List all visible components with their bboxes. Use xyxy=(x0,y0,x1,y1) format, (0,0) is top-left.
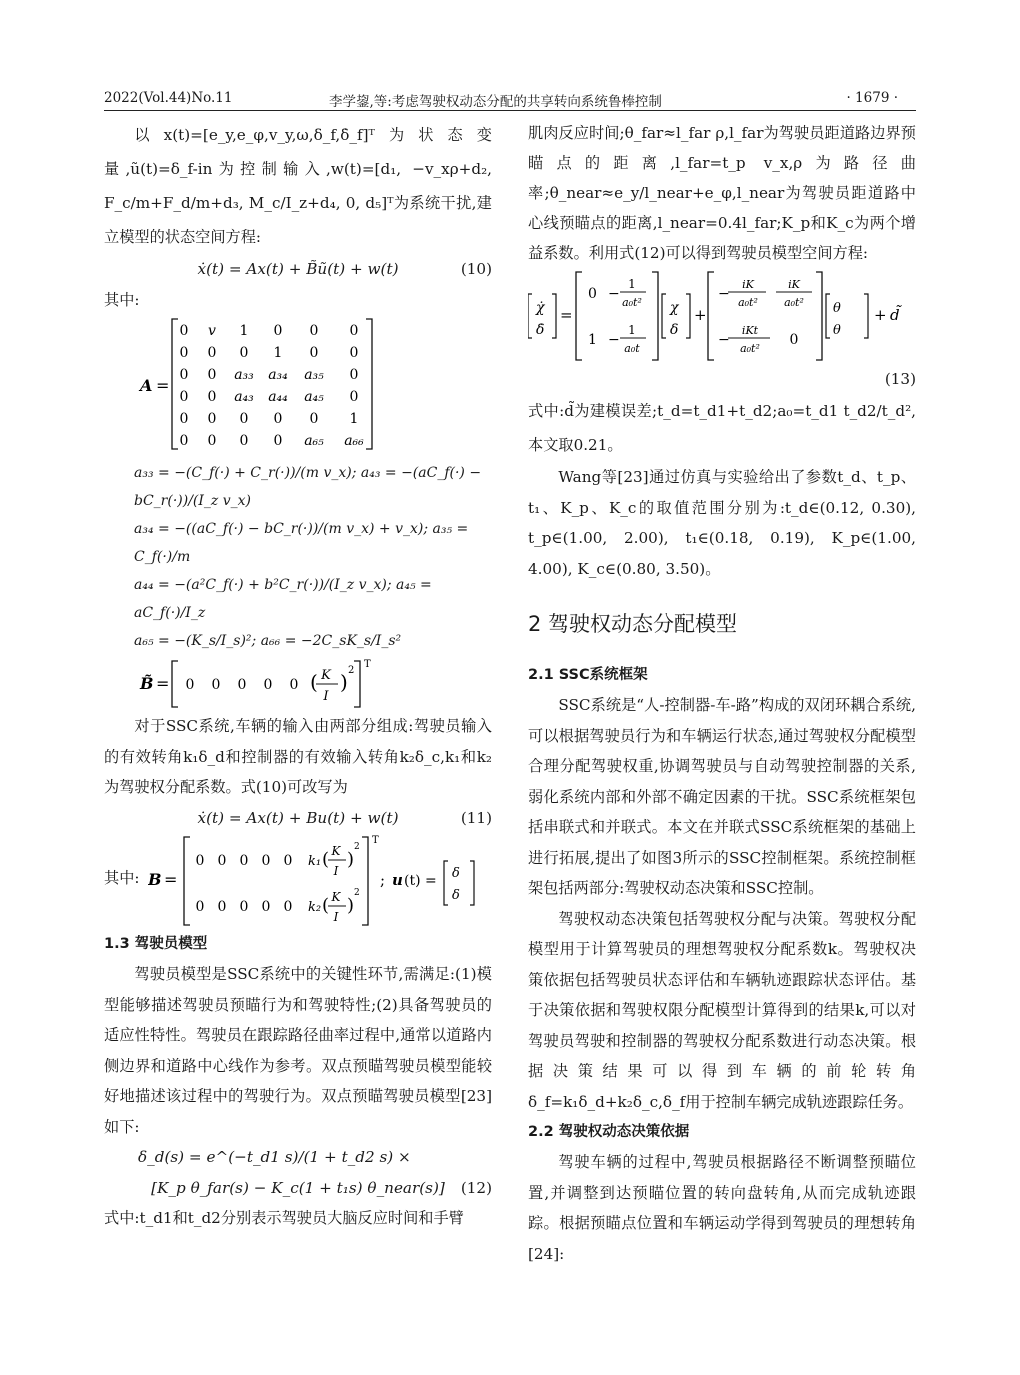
svg-text:0: 0 xyxy=(289,677,299,693)
svg-text:δ: δ xyxy=(670,322,679,338)
svg-text:0: 0 xyxy=(309,411,319,427)
svg-text:0: 0 xyxy=(179,433,189,449)
equation-10 xyxy=(104,254,492,285)
page-header xyxy=(104,88,916,111)
coefficient-a65: a₆₅ = −(K_s/I_s)²; a₆₆ = −2C_sK_s/I_s² xyxy=(134,633,402,649)
svg-text:0: 0 xyxy=(239,853,249,869)
equation-10-body: ẋ(t) = Ax(t) + B̃ũ(t) + w(t) xyxy=(197,260,399,278)
svg-text:I: I xyxy=(333,864,339,878)
equation-13-number: (13) xyxy=(884,370,916,388)
svg-text:+: + xyxy=(874,306,887,324)
svg-text:K: K xyxy=(331,844,341,858)
svg-text:v: v xyxy=(208,323,216,339)
svg-text:0: 0 xyxy=(207,367,217,383)
svg-text:0: 0 xyxy=(217,853,227,869)
paragraph-state-variables: 以x(t)=[e_y,e_φ,v_y,ω,δ_f,δ̇_f]ᵀ为状态变量,ũ(t)=δ_f-in为控制输入,w(t)=[d₁, −v_xρ+d₂, F_c/m+F_d/m+d₃, M_c/I_z+d₄, 0, d₅]ᵀ为系统干扰,建立模型的状态空间方程: xyxy=(104,126,492,246)
svg-text:0: 0 xyxy=(239,345,249,361)
svg-text:δ: δ xyxy=(452,866,460,881)
paragraph-model-error: 式中:d̃为建模误差;t_d=t_d1+t_d2;a₀=t_d1 t_d2/t_d²,本文取0.21。 xyxy=(528,402,916,454)
svg-text:a₄₄: a₄₄ xyxy=(268,389,288,405)
svg-text:0: 0 xyxy=(309,323,319,339)
svg-text:iK: iK xyxy=(788,278,800,291)
paragraph-decision-basis: 驾驶车辆的过程中,驾驶员根据路径不断调整预瞄位置,并调整到达预瞄位置的转向盘转角,从而完成轨迹跟踪。根据预瞄点位置和车辆运动学得到驾驶员的理想转角[24]: xyxy=(528,1153,916,1263)
svg-text:−: − xyxy=(608,286,620,302)
svg-text:0: 0 xyxy=(179,389,189,405)
svg-text:iK: iK xyxy=(742,278,754,291)
svg-text:a₀t: a₀t xyxy=(624,342,640,355)
svg-text:(: ( xyxy=(322,895,330,916)
page-number: · 1679 · xyxy=(846,90,898,106)
svg-text:0: 0 xyxy=(588,286,597,302)
svg-text:0: 0 xyxy=(239,899,249,915)
svg-text:θ: θ xyxy=(833,301,841,316)
svg-text:1: 1 xyxy=(239,323,249,339)
where-label-2: 其中: xyxy=(104,869,140,887)
section-2-heading: 2 驾驶权动态分配模型 xyxy=(528,612,738,636)
svg-text:a₄₅: a₄₅ xyxy=(304,389,324,405)
svg-text:0: 0 xyxy=(179,367,189,383)
coefficient-a44: a₄₄ = −(a²C_f(·) + b²C_r(·))/(I_z v_x); a₄₅ = aC_f(·)/I_z xyxy=(134,577,432,621)
svg-text:0: 0 xyxy=(273,323,283,339)
svg-text:2: 2 xyxy=(348,665,355,676)
svg-text:a₄₃: a₄₃ xyxy=(234,389,254,405)
equation-12-line1: δ_d(s) = e^(−t_d1 s)/(1 + t_d2 s) × xyxy=(138,1148,411,1166)
svg-text:a₀t²: a₀t² xyxy=(622,296,642,309)
equation-12-body: [K_p θ_far(s) − K_c(1 + t₁s) θ_near(s)] xyxy=(151,1178,445,1197)
svg-text:a₆₅: a₆₅ xyxy=(304,433,324,449)
equation-10-number: (10) xyxy=(460,260,492,278)
right-column xyxy=(528,118,916,1269)
svg-text:a₃₃: a₃₃ xyxy=(234,367,254,383)
paragraph-ssc-input: 对于SSC系统,车辆的输入由两部分组成:驾驶员输入的有效转角k₁δ_d和控制器的有效输入转角k₂δ_c,k₁和k₂为驾驶权分配系数。式(10)可改写为 xyxy=(104,717,492,796)
svg-text:1: 1 xyxy=(628,277,636,291)
svg-text:=: = xyxy=(156,674,170,693)
svg-text:1: 1 xyxy=(628,323,636,337)
svg-text:B̃: B̃ xyxy=(140,674,154,693)
svg-text:χ: χ xyxy=(670,300,679,316)
section-2-2-heading: 2.2 驾驶权动态决策依据 xyxy=(528,1124,690,1140)
svg-text:a₆₆: a₆₆ xyxy=(344,433,364,449)
svg-text:2: 2 xyxy=(354,842,360,852)
svg-text:d̃: d̃ xyxy=(890,306,900,324)
svg-text:0: 0 xyxy=(239,433,249,449)
equation-11-number: (11) xyxy=(460,808,492,827)
journal-issue: 2022(Vol.44)No.11 xyxy=(104,90,233,106)
svg-text:0: 0 xyxy=(207,389,217,405)
svg-text:0: 0 xyxy=(261,899,271,915)
svg-text:0: 0 xyxy=(349,345,359,361)
svg-text:=: = xyxy=(164,870,178,889)
svg-text:0: 0 xyxy=(195,899,205,915)
svg-text:0: 0 xyxy=(273,433,283,449)
running-title: 李学鋆,等:考虑驾驶权动态分配的共享转向系统鲁棒控制 xyxy=(329,94,662,110)
equation-12-number: (12) xyxy=(460,1178,492,1197)
svg-text:−: − xyxy=(608,332,620,348)
svg-text:0: 0 xyxy=(283,899,293,915)
svg-text:B: B xyxy=(148,870,162,889)
svg-text:0: 0 xyxy=(195,853,205,869)
equation-11 xyxy=(104,803,492,834)
svg-text:(t) =: (t) = xyxy=(404,873,437,889)
svg-text:a₀t²: a₀t² xyxy=(740,342,760,355)
svg-text:): ) xyxy=(340,670,348,694)
paragraph-driver-model: 驾驶员模型是SSC系统中的关键性环节,需满足:(1)模型能够描述驾驶员预瞄行为和驾驶特性;(2)具备驾驶员的适应性特性。驾驶员在跟踪路径曲率过程中,通常以道路内侧边界和道路中心线作为参考。双点预瞄驾驶员模型能较好地描述该过程中的驾驶行为。双点预瞄驾驶员模型[23]如下: xyxy=(104,965,492,1136)
section-1-3-heading: 1.3 驾驶员模型 xyxy=(104,936,208,952)
svg-text:;: ; xyxy=(380,871,386,889)
svg-text:0: 0 xyxy=(207,345,217,361)
svg-text:u: u xyxy=(392,871,403,889)
svg-text:2: 2 xyxy=(354,888,360,898)
svg-text:0: 0 xyxy=(179,411,189,427)
svg-text:0: 0 xyxy=(207,411,217,427)
svg-text:0: 0 xyxy=(283,853,293,869)
svg-text:1: 1 xyxy=(349,411,359,427)
svg-text:0: 0 xyxy=(349,323,359,339)
svg-text:=: = xyxy=(560,306,573,324)
svg-text:iKt: iKt xyxy=(741,324,759,337)
svg-text:I: I xyxy=(333,910,339,924)
coefficient-a33: a₃₃ = −(C_f(·) + C_r(·))/(m v_x); a₄₃ = −(aC_f(·) − bC_r(·))/(I_z v_x) xyxy=(134,465,482,509)
where-label-1: 其中: xyxy=(104,290,140,309)
svg-text:T: T xyxy=(372,835,379,846)
svg-text:0: 0 xyxy=(179,345,189,361)
svg-text:0: 0 xyxy=(261,853,271,869)
equation-13-matrix xyxy=(528,268,916,364)
matrix-B-block xyxy=(104,833,492,929)
svg-text:θ: θ xyxy=(833,323,841,338)
paragraph-dynamic-decision: 驾驶权动态决策包括驾驶权分配与决策。驾驶权分配模型用于计算驾驶员的理想驾驶权分配系数k。驾驶权决策依据包括驾驶员状态评估和车辆轨迹跟踪状态评估。基于决策依据和驾驶权限分配模型计算得到的结果k,可以对驾驶员驾驶和控制器的驾驶权分配系数进行动态决策。根据决策结果可以得到车辆的前轮转角δ_f=k₁δ_d+k₂δ_c,δ_f用于控制车辆完成轨迹跟踪任务。 xyxy=(528,909,916,1111)
equation-12 xyxy=(104,1173,492,1204)
svg-text:): ) xyxy=(347,849,355,870)
paragraph-ssc-framework: SSC系统是“人-控制器-车-路”构成的双闭环耦合系统,可以根据驾驶员行为和车辆运行状态,通过驾驶权分配模型合理分配驾驶权重,协调驾驶员与自动驾驶控制器的关系,弱化系统内部和外部不确定因素的干扰。SSC系统框架包括串联式和并联式。本文在并联式SSC系统框架的基础上进行拓展,提出了如图3所示的SSC控制框架。系统控制框架包括两部分:驾驶权动态决策和SSC控制。 xyxy=(528,696,916,897)
svg-text:A: A xyxy=(140,376,153,395)
svg-text:0: 0 xyxy=(237,677,247,693)
svg-text:a₀t²: a₀t² xyxy=(738,296,758,309)
svg-text:=: = xyxy=(156,376,170,395)
svg-text:0: 0 xyxy=(185,677,195,693)
svg-text:0: 0 xyxy=(179,323,189,339)
svg-text:+: + xyxy=(694,306,707,324)
svg-text:δ: δ xyxy=(452,888,460,903)
svg-text:T: T xyxy=(364,659,371,670)
svg-text:a₀t²: a₀t² xyxy=(784,296,804,309)
svg-text:0: 0 xyxy=(309,345,319,361)
svg-text:0: 0 xyxy=(239,411,249,427)
equation-11-body: ẋ(t) = Ax(t) + Bu(t) + w(t) xyxy=(197,808,399,827)
svg-text:1: 1 xyxy=(588,332,597,348)
coefficient-a34: a₃₄ = −((aC_f(·) − bC_r(·))/(m v_x) + v_x); a₃₅ = C_f(·)/m xyxy=(134,521,469,565)
section-2-1-heading: 2.1 SSC系统框架 xyxy=(528,667,648,683)
svg-text:I: I xyxy=(323,689,329,704)
svg-text:k₁: k₁ xyxy=(308,854,322,869)
svg-text:): ) xyxy=(347,895,355,916)
svg-text:0: 0 xyxy=(217,899,227,915)
svg-text:k₂: k₂ xyxy=(308,900,322,915)
svg-text:0: 0 xyxy=(211,677,221,693)
svg-text:(: ( xyxy=(322,849,330,870)
paragraph-eq12-notation: 式中:t_d1和t_d2分别表示驾驶员大脑反应时间和手臂 xyxy=(104,1209,464,1227)
matrix-B xyxy=(148,833,488,929)
svg-text:0: 0 xyxy=(349,367,359,383)
left-column xyxy=(104,118,492,1234)
svg-text:0: 0 xyxy=(789,332,799,348)
svg-text:χ̇: χ̇ xyxy=(536,300,545,316)
paragraph-preview-angles: 肌肉反应时间;θ_far≈l_far ρ,l_far为驾驶员距道路边界预瞄点的距离,l_far=t_p v_x,ρ为路径曲率;θ_near≈e_y/l_near+e_φ,l_near为驾驶员距道路中心线预瞄点的距离,l_near=0.4l_far;K_p和K_c为两个增益系数。利用式(12)可以得到驾驶员模型空间方程: xyxy=(528,124,916,262)
svg-text:0: 0 xyxy=(263,677,273,693)
matrix-B-tilde xyxy=(104,655,492,711)
svg-text:K: K xyxy=(321,668,331,683)
svg-text:a₃₄: a₃₄ xyxy=(268,367,288,383)
svg-text:(: ( xyxy=(310,670,318,694)
matrix-A xyxy=(104,315,492,453)
paragraph-parameter-ranges: Wang等[23]通过仿真与实验给出了参数t_d、t_p、t₁、K_p、K_c的取值范围分别为:t_d∈(0.12, 0.30), t_p∈(1.00, 2.00), t₁∈(0.18, 0.19), K_p∈(1.00, 4.00), K_c∈(0.80, 3.50)。 xyxy=(528,468,916,578)
svg-text:0: 0 xyxy=(349,389,359,405)
svg-text:0: 0 xyxy=(273,411,283,427)
svg-text:a₃₅: a₃₅ xyxy=(304,367,324,383)
svg-text:0: 0 xyxy=(207,433,217,449)
svg-text:−: − xyxy=(718,332,730,348)
svg-text:−: − xyxy=(718,286,730,302)
svg-text:K: K xyxy=(331,890,341,904)
coefficient-block xyxy=(104,459,492,655)
svg-text:1: 1 xyxy=(273,345,283,361)
svg-text:δ̇: δ̇ xyxy=(536,322,545,338)
